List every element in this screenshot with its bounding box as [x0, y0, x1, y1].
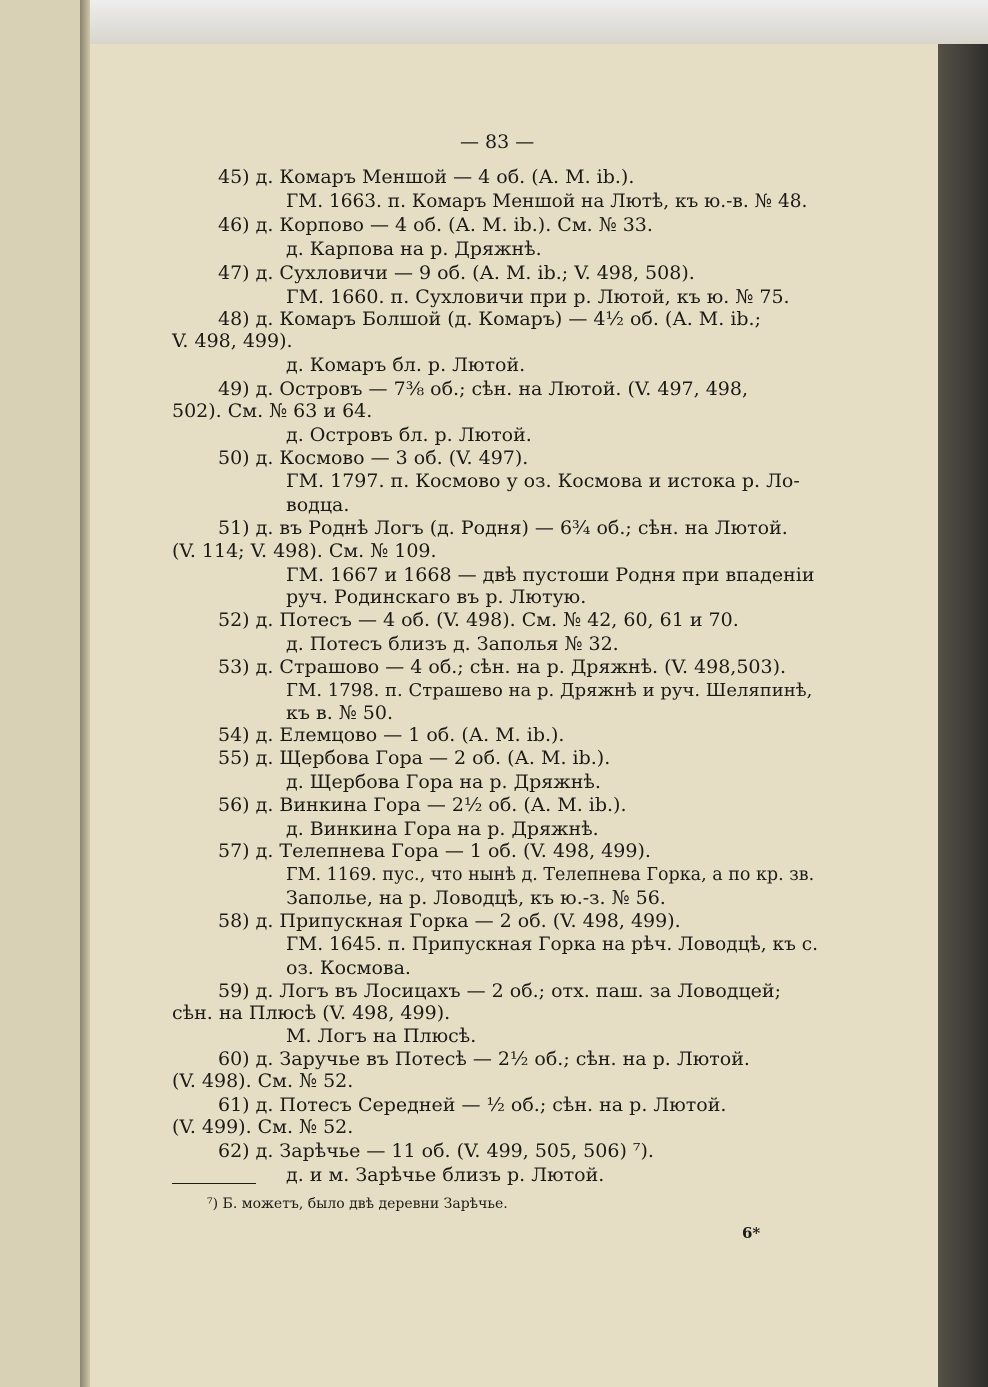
text-line: д. Потесъ близъ д. Заполья № 32. — [286, 633, 619, 655]
text-line: (V. 114; V. 498). См. № 109. — [172, 540, 437, 562]
text-line: ГМ. 1660. п. Сухловичи при р. Лютой, къ ю. № 75. — [286, 286, 790, 308]
book-gutter — [80, 0, 90, 1387]
text-line: 45) д. Комаръ Меншой — 4 об. (А. М. ib.). — [218, 166, 635, 188]
text-line: (V. 499). См. № 52. — [172, 1116, 354, 1138]
text-line: V. 498, 499). — [172, 330, 293, 352]
text-line: д. Комаръ бл. р. Лютой. — [286, 354, 526, 376]
text-line: 62) д. Зарѣчье — 11 об. (V. 499, 505, 506) ⁷). — [218, 1140, 654, 1162]
text-line: 50) д. Космово — 3 об. (V. 497). — [218, 447, 529, 469]
book-cover-edge — [938, 44, 988, 1387]
text-line: 48) д. Комаръ Болшой (д. Комаръ) — 4½ об. (А. М. ib.; — [218, 308, 762, 330]
text-line: ГМ. 1169. пус., что нынѣ д. Телепнева Горка, а по кр. зв. — [286, 865, 815, 885]
text-line: 60) д. Заручье въ Потесѣ — 2½ об.; сѣн. на р. Лютой. — [218, 1048, 750, 1070]
text-line: руч. Родинскаго въ р. Лютую. — [286, 586, 587, 608]
text-line: водца. — [286, 494, 350, 516]
text-line: 54) д. Елемцово — 1 об. (А. М. ib.). — [218, 724, 565, 746]
text-line: сѣн. на Плюсѣ (V. 498, 499). — [172, 1002, 451, 1024]
top-edge — [0, 0, 988, 44]
text-line: 56) д. Винкина Гора — 2½ об. (А. М. ib.). — [218, 794, 627, 816]
text-line: ГМ. 1667 и 1668 — двѣ пустоши Родня при впаденіи — [286, 564, 815, 586]
text-line: д. Карпова на р. Дряжнѣ. — [286, 238, 542, 260]
text-line: 61) д. Потесъ Середней — ½ об.; сѣн. на р. Лютой. — [218, 1094, 727, 1116]
text-line: д. Островъ бл. р. Лютой. — [286, 424, 532, 446]
text-line: 55) д. Щербова Гора — 2 об. (А. М. ib.). — [218, 747, 611, 769]
text-line: ГМ. 1798. п. Страшево на р. Дряжнѣ и руч. Шеляпинѣ, — [286, 680, 813, 701]
text-line: ГМ. 1645. п. Припускная Горка на рѣч. Ловодцѣ, къ с. — [286, 934, 818, 955]
page-number: — 83 — — [460, 131, 535, 153]
text-line: (V. 498). См. № 52. — [172, 1070, 354, 1092]
text-line: ГМ. 1663. п. Комаръ Меншой на Лютѣ, къ ю.-в. № 48. — [286, 191, 808, 212]
text-line: ГМ. 1797. п. Космово у оз. Космова и истока р. Ло- — [286, 470, 800, 492]
text-line: д. Винкина Гора на р. Дряжнѣ. — [286, 818, 599, 840]
text-line: 52) д. Потесъ — 4 об. (V. 498). См. № 42, 60, 61 и 70. — [218, 609, 739, 631]
text-line: 51) д. въ Роднѣ Логъ (д. Родня) — 6¾ об.; сѣн. на Лютой. — [218, 517, 788, 539]
footnote: ⁷) Б. можетъ, было двѣ деревни Зарѣчье. — [207, 1196, 508, 1212]
text-line: д. и м. Зарѣчье близъ р. Лютой. — [286, 1164, 605, 1186]
text-line: д. Щербова Гора на р. Дряжнѣ. — [286, 771, 601, 793]
text-line: 502). См. № 63 и 64. — [172, 400, 373, 422]
signature-mark: 6* — [742, 1224, 761, 1242]
facing-page-edge — [0, 0, 82, 1387]
text-line: 49) д. Островъ — 7⅜ об.; сѣн. на Лютой. (V. 497, 498, — [218, 378, 749, 400]
text-line: Заполье, на р. Ловодцѣ, къ ю.-з. № 56. — [286, 887, 666, 909]
text-line: 47) д. Сухловичи — 9 об. (А. М. ib.; V. 498, 508). — [218, 262, 695, 284]
text-line: къ в. № 50. — [286, 702, 394, 724]
footnote-rule — [172, 1183, 256, 1184]
text-line: М. Логъ на Плюсѣ. — [286, 1025, 477, 1047]
text-line: 57) д. Телепнева Гора — 1 об. (V. 498, 499). — [218, 840, 651, 862]
text-line: 53) д. Страшово — 4 об.; сѣн. на р. Дряжнѣ. (V. 498,503). — [218, 656, 787, 678]
text-line: 46) д. Корпово — 4 об. (А. М. ib.). См. № 33. — [218, 214, 653, 236]
text-line: 59) д. Логъ въ Лосицахъ — 2 об.; отх. паш. за Ловодцей; — [218, 980, 781, 1002]
text-line: оз. Космова. — [286, 957, 411, 979]
text-line: 58) д. Припускная Горка — 2 об. (V. 498, 499). — [218, 910, 681, 932]
